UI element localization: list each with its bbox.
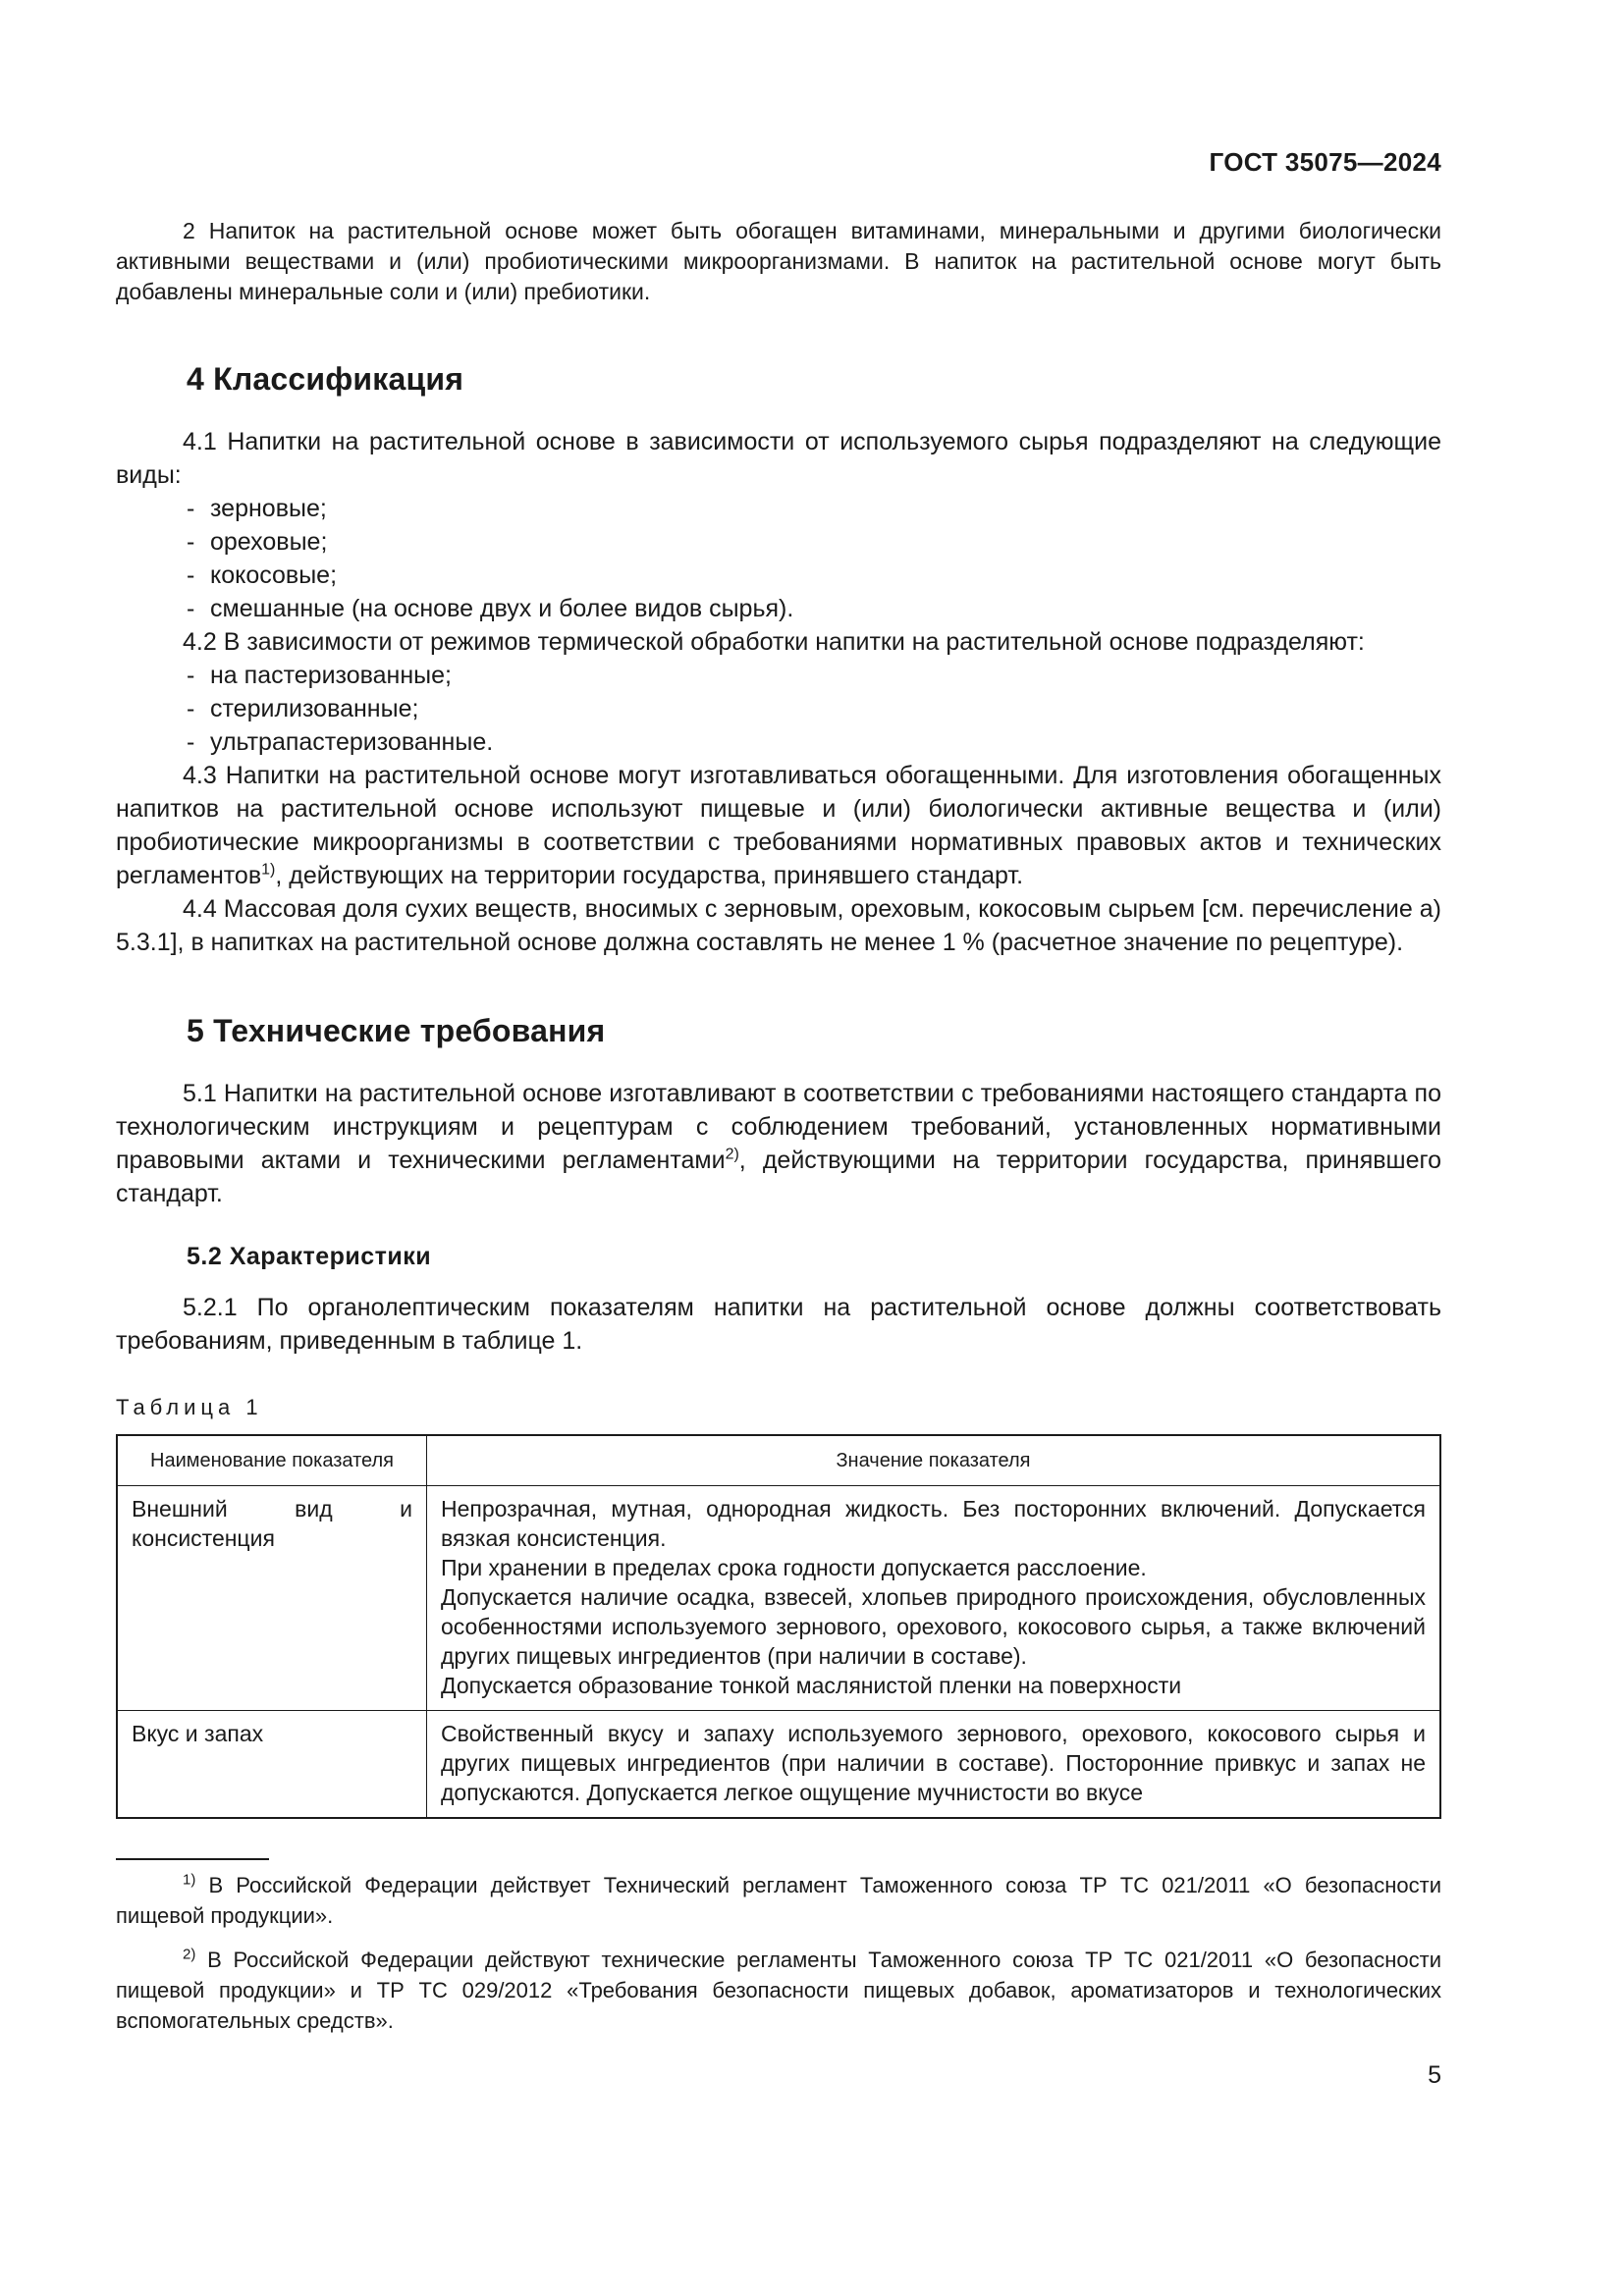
list-item: - ультрапастеризованные.	[187, 728, 494, 756]
table-1	[116, 1434, 1441, 1819]
paragraph-4-4: 4.4 Массовая доля сухих веществ, вносимых с зерновым, ореховым, кокосовым сырьем [см. перечисление а) 5.3.1], в напитках на растительной основе должна составлять не менее 1 % (расчетное значение по рецептуре).	[116, 895, 1441, 956]
paragraph-4-2: 4.2 В зависимости от режимов термической обработки напитки на растительной основе подразделяют:	[183, 628, 1365, 656]
list-item: - зерновые;	[187, 495, 327, 522]
subsection-5-2-title: 5.2 Характеристики	[187, 1243, 432, 1270]
page-number: 5	[1428, 2061, 1441, 2089]
list-item: - на пастеризованные;	[187, 662, 452, 689]
footnote-ref[interactable]: 1)	[261, 861, 276, 879]
paragraph-4-1: 4.1 Напитки на растительной основе в зависимости от используемого сырья подразделяют на следующие виды:	[116, 428, 1441, 489]
table-row	[117, 1711, 1440, 1819]
column-header: Наименование показателя	[117, 1435, 427, 1486]
document-id: ГОСТ 35075—2024	[1209, 147, 1441, 177]
list-item: - стерилизованные;	[187, 695, 419, 722]
footnote-divider	[116, 1858, 269, 1860]
list-item: - кокосовые;	[187, 561, 338, 589]
table-row	[117, 1486, 1440, 1711]
footnote: $^{1)}$ В Российской Федерации действует Технический регламент Таможенного союза ТР ТС 021/2011 «О безопасности пищевой продукции».	[116, 1871, 1441, 1928]
list-item: - ореховые;	[187, 528, 328, 556]
page-content	[116, 216, 1441, 2050]
paragraph-4-3: 4.3 Напитки на растительной основе могут изготавливаться обогащенными. Для изготовления обогащенных напитков на растительной основе используют пищевые и (или) биологически активные вещества и (или) пробиотические микроорганизмы в соответствии с требованиями нормативных правовых актов и технических регламентов$^{1)}$, действующих на территории государства, принявшего стандарт.	[116, 762, 1441, 889]
cell-name: Внешний вид и консистенция	[117, 1486, 427, 1711]
paragraph-5-1: 5.1 Напитки на растительной основе изготавливают в соответствии с требованиями настоящего стандарта по технологическим инструкциям и рецептурам с соблюдением требований, установленных нормативными правовыми актами и техническими регламентами$^{2)}$, действующими на территории государства, принявшего стандарт.	[116, 1080, 1441, 1207]
cell-value: Свойственный вкусу и запаху используемого зернового, орехового, кокосового сырья и других пищевых ингредиентов (при наличии в составе). Посторонние привкус и запах не допускаются. Допускается легкое ощущение мучнистости во вкусе	[427, 1711, 1441, 1819]
table-caption: Таблица 1	[116, 1395, 263, 1419]
section-5-title: 5 Технические требования	[187, 1013, 606, 1048]
list-item: - смешанные (на основе двух и более видов сырья).	[187, 595, 794, 622]
cell-name: Вкус и запах	[117, 1711, 427, 1819]
cell-value: Непрозрачная, мутная, однородная жидкость. Без посторонних включений. Допускается вязкая консистенция. При хранении в пределах срока годности допускается расслоение. Допускается наличие осадка, взвесей, хлопьев природного происхождения, обусловленных особенностями используемого зернового, орехового, кокосового сырья, а также включений других пищевых ингредиентов (при наличии в составе). Допускается образование тонкой маслянистой пленки на поверхности	[427, 1486, 1441, 1711]
table-header-row	[117, 1435, 1440, 1486]
intro-note: 2 Напиток на растительной основе может быть обогащен витаминами, минеральными и другими биологически активными веществами и (или) пробиотическими микроорганизмами. В напиток на растительной основе могут быть добавлены минеральные соли и (или) пребиотики.	[116, 218, 1441, 304]
column-header: Значение показателя	[427, 1435, 1441, 1486]
footnote: $^{2)}$ В Российской Федерации действуют технические регламенты Таможенного союза ТР ТС 021/2011 «О безопасности пищевой продукции» и ТР ТС 029/2012 «Требования безопасности пищевых добавок, ароматизаторов и технологических вспомогательных средств».	[116, 1946, 1441, 2033]
section-4-title: 4 Классификация	[187, 361, 464, 397]
paragraph-5-2-1: 5.2.1 По органолептическим показателям напитки на растительной основе должны соответствовать требованиям, приведенным в таблице 1.	[116, 1294, 1441, 1355]
footnote-ref[interactable]: 2)	[725, 1146, 739, 1163]
